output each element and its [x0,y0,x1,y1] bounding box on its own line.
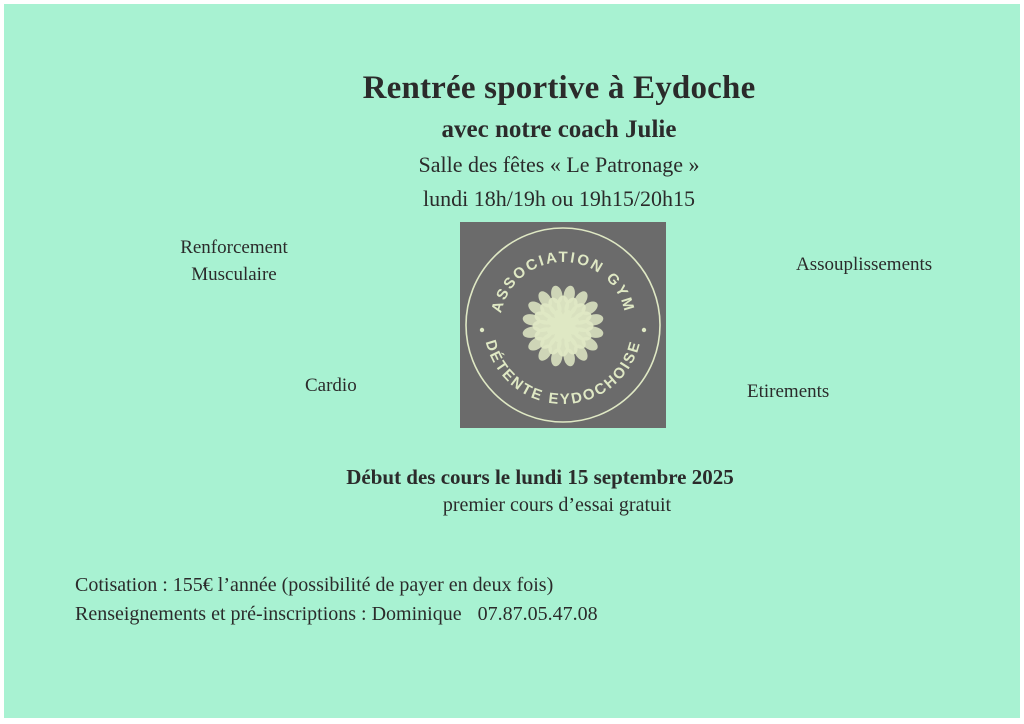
flyer-page [4,4,1020,718]
contact-label: Renseignements et pré-inscriptions : Dominique [75,603,462,625]
activity-renforcement: Renforcement Musculaire [180,237,288,285]
start-date: Début des cours le lundi 15 septembre 2025 [346,465,734,489]
contact-line [75,603,598,626]
logo-top-text: ASSOCIATION GYM [488,248,638,315]
flower-icon [522,285,605,368]
association-logo [460,222,666,428]
flower-center [559,322,567,330]
fee-text: Cotisation : 155€ l’année (possibilité de payer en deux fois) [75,574,554,596]
activity-cardio: Cardio [305,375,357,396]
flyer-subtitle: avec notre coach Julie [441,116,677,143]
association-logo-graphic [460,222,666,428]
trial-note: premier cours d’essai gratuit [442,494,672,516]
logo-dot-right [642,328,646,332]
logo-bottom-text: DÉTENTE EYDOCHOISE [481,337,645,409]
logo-dot-left [480,328,484,332]
venue-text: Salle des fêtes « Le Patronage » [418,152,700,177]
activity-etirements: Etirements [747,381,830,402]
schedule-text: lundi 18h/19h ou 19h15/20h15 [423,186,695,211]
phone-number: 07.87.05.47.08 [477,603,598,625]
flyer-title: Rentrée sportive à Eydoche [362,70,756,106]
activity-assouplissements: Assouplissements [796,254,933,275]
